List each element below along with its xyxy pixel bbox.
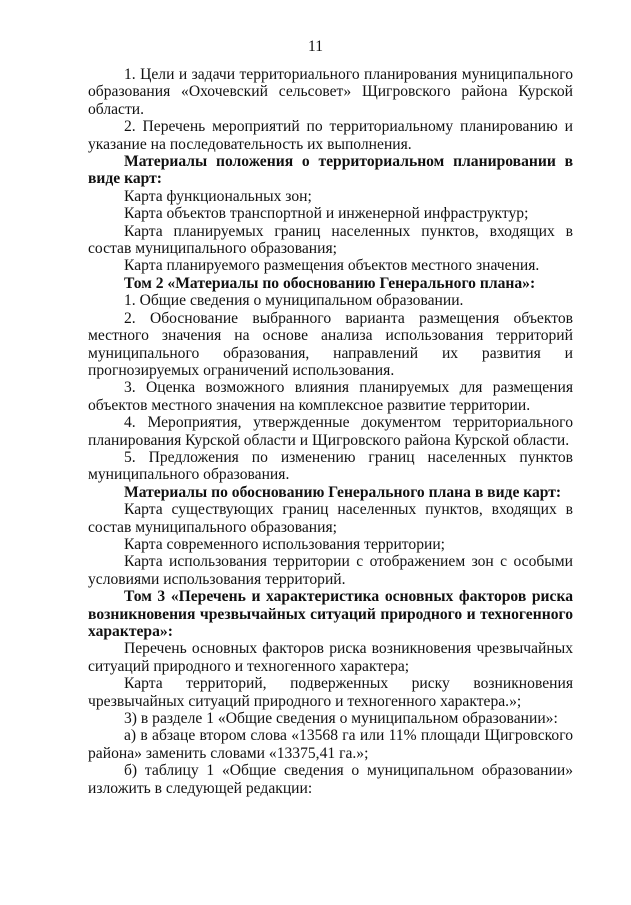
heading-position-maps: Материалы положения о территориальном планировании в виде карт: bbox=[88, 153, 573, 188]
list-item-existing-borders-map: Карта существующих границ населенных пунктов, входящих в состав муниципального образования; bbox=[88, 501, 573, 536]
page-number: 11 bbox=[307, 38, 323, 55]
list-item-infrastructure-map: Карта объектов транспортной и инженерной инфраструктур; bbox=[124, 205, 529, 223]
paragraph-impact-assessment: 3. Оценка возможного влияния планируемых для размещения объектов местного значения на комплексное развитие территории. bbox=[88, 379, 573, 414]
heading-volume-3: Том 3 «Перечень и характеристика основных факторов риска возникновения чрезвычайных ситуаций природного и техногенного характера»: bbox=[88, 588, 573, 640]
paragraph-placement-justification: 2. Обоснование выбранного варианта размещения объектов местного значения на основе анализа использования территорий муниципального образования, направлений их развития и прогнозируемых ограничений использования. bbox=[88, 309, 573, 379]
paragraph-risk-factors-list: Перечень основных факторов риска возникновения чрезвычайных ситуаций природного и техногенного характера; bbox=[88, 640, 573, 675]
list-item-local-objects-map: Карта планируемого размещения объектов местного значения. bbox=[124, 257, 540, 275]
heading-justification-maps: Материалы по обоснованию Генерального плана в виде карт: bbox=[124, 483, 562, 501]
list-item-functional-zones-map: Карта функциональных зон; bbox=[124, 187, 312, 205]
paragraph-border-proposals: 5. Предложения по изменению границ населенных пунктов муниципального образования. bbox=[88, 448, 573, 484]
list-item-special-zones-map: Карта использования территории с отображением зон с особыми условиями использования территорий. bbox=[88, 553, 573, 588]
list-item-planned-borders-map: Карта планируемых границ населенных пунктов, входящих в состав муниципального образования; bbox=[88, 222, 573, 258]
document-body bbox=[88, 66, 573, 797]
paragraph-amendment-b: б) таблицу 1 «Общие сведения о муниципальном образовании» изложить в следующей редакции: bbox=[88, 762, 573, 797]
heading-volume-2: Том 2 «Материалы по обоснованию Генерального плана»: bbox=[124, 274, 536, 292]
paragraph-section-1-amendment: 3) в разделе 1 «Общие сведения о муниципальном образовании»: bbox=[124, 710, 558, 728]
paragraph-measures-list: 2. Перечень мероприятий по территориальному планированию и указание на последовательность их выполнения. bbox=[88, 118, 573, 153]
paragraph-amendment-a: а) в абзаце втором слова «13568 га или 11% площади Щигровского района» заменить словами «13375,41 га.»; bbox=[88, 727, 573, 762]
paragraph-goals: 1. Цели и задачи территориального планирования муниципального образования «Охочевский сельсовет» Щигровского района Курской области. bbox=[88, 66, 573, 118]
paragraph-risk-territories-map: Карта территорий, подверженных риску возникновения чрезвычайных ситуаций природного и техногенного характера.»; bbox=[88, 675, 573, 710]
paragraph-approved-measures: 4. Мероприятия, утвержденные документом территориального планирования Курской области и Щигровского района Курской области. bbox=[88, 414, 573, 449]
list-item-current-use-map: Карта современного использования территории; bbox=[124, 535, 446, 553]
paragraph-general-info: 1. Общие сведения о муниципальном образовании. bbox=[124, 292, 464, 310]
